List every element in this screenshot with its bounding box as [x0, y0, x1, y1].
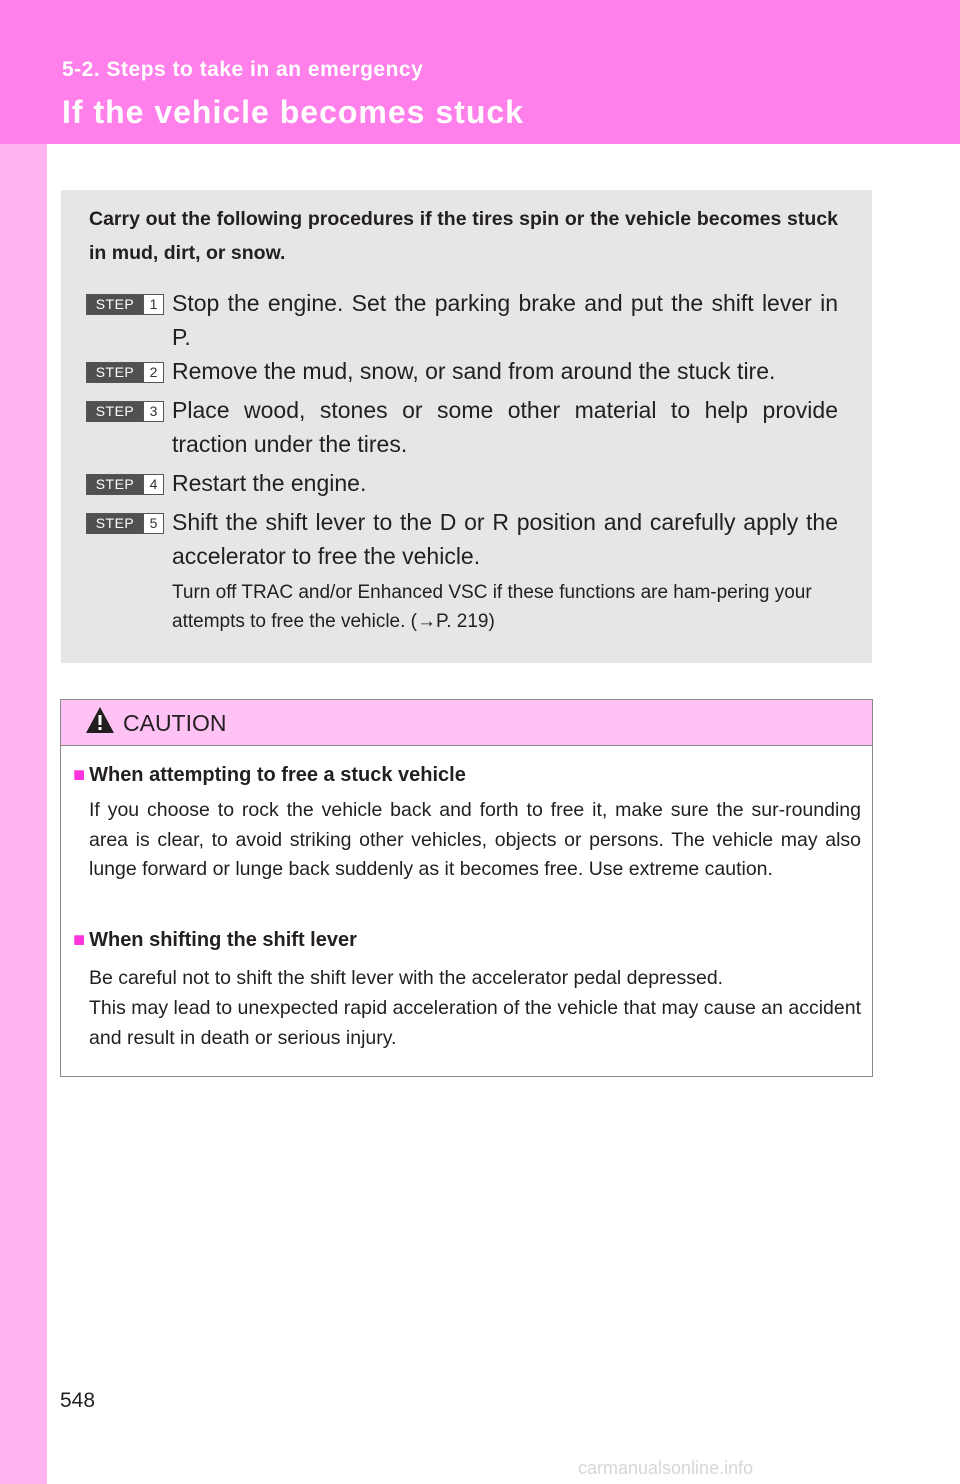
caution-label: CAUTION — [123, 710, 227, 736]
procedure-intro: Carry out the following procedures if the tires spin or the vehicle becomes stuck in mud, dirt, or snow. — [89, 208, 838, 264]
procedure-box — [61, 190, 872, 663]
step-text: Shift the shift lever to the D or R position and carefully apply the accelerator to free the vehicle. — [172, 509, 838, 569]
page-side-bar — [0, 0, 47, 1484]
caution-item-body: If you choose to rock the vehicle back and forth to free it, make sure the sur-rounding area is clear, to avoid striking other vehicles, objects or persons. The vehicle may also lunge forward or lunge back suddenly as it becomes free. Use extreme caution. — [89, 799, 861, 880]
page-number: 548 — [60, 1389, 96, 1412]
caution-item-heading: ■ When shifting the shift lever — [73, 929, 357, 951]
procedure-note: Turn off TRAC and/or Enhanced VSC if these functions are ham-pering your attempts to free the vehicle. (→P. 219) — [172, 582, 812, 632]
step-text: Remove the mud, snow, or sand from around the stuck tire. — [172, 358, 776, 384]
step-badge: STEP 5 — [86, 513, 164, 534]
caution-box — [60, 699, 873, 1077]
step-text: Stop the engine. Set the parking brake and put the shift lever in P. — [172, 290, 838, 350]
caution-item-body-continued: This may lead to unexpected rapid acceleration of the vehicle that may cause an accident and result in death or serious injury. — [89, 997, 861, 1049]
square-bullet-icon: ■ — [73, 929, 86, 951]
warning-triangle-icon — [85, 706, 115, 739]
watermark: carmanualsonline.info — [578, 1458, 754, 1478]
section-label: 5-2. Steps to take in an emergency — [62, 58, 424, 81]
step-badge: STEP 3 — [86, 401, 164, 422]
page-title: If the vehicle becomes stuck — [62, 94, 524, 130]
page-header — [0, 0, 960, 144]
caution-item-heading: ■ When attempting to free a stuck vehicle — [73, 764, 466, 786]
step-badge: STEP 2 — [86, 362, 164, 383]
square-bullet-icon: ■ — [73, 764, 86, 786]
step-badge: STEP 1 — [86, 294, 164, 315]
step-text: Restart the engine. — [172, 470, 367, 496]
step-badge: STEP 4 — [86, 474, 164, 495]
caution-item-body: Be careful not to shift the shift lever with the accelerator pedal depressed. — [89, 967, 724, 989]
caution-header — [61, 700, 872, 746]
step-text: Place wood, stones or some other material to help provide traction under the tires. — [172, 397, 838, 457]
